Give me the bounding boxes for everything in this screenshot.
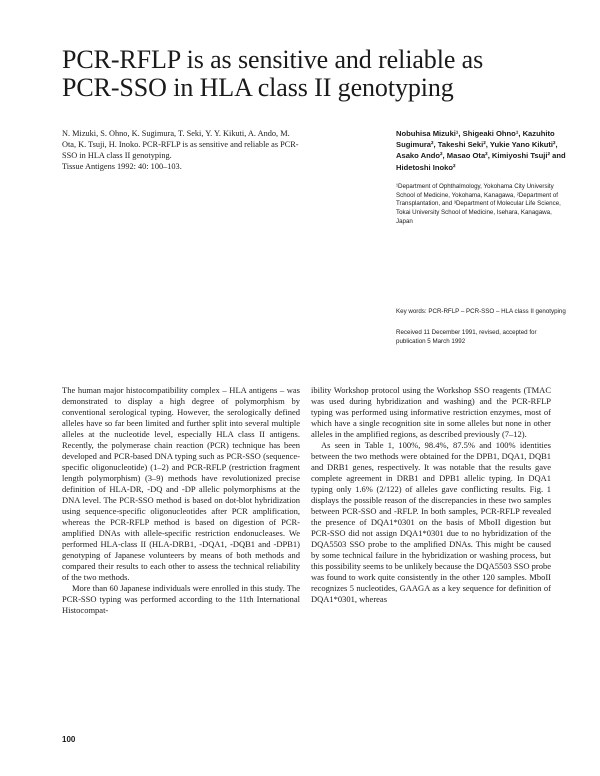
author-list: Nobuhisa Mizuki¹, Shigeaki Ohno¹, Kazuhito Sugimura², Takeshi Seki², Yukie Yano Kikuti², Asako Ando², Masao Ota², Kimiyoshi Tsuji² and Hidetoshi Inoko² [396, 129, 566, 172]
citation-line-3: SSO in HLA class II genotyping. [62, 151, 172, 160]
body-column-right [311, 385, 551, 605]
citation-line-2: Ota, K. Tsuji, H. Inoko. PCR-RFLP is as sensitive and reliable as PCR- [62, 140, 299, 149]
keywords-label: Key words: [396, 308, 427, 315]
body-paragraph: As seen in Table 1, 100%, 98.4%, 87.5% and 100% identities between the two methods were obtained for the DPB1, DQA1, DQB1 and DRB1 genes, respectively. It was notable that the results gave complete agreement in DRB1 and DPB1 allelic typing. In DQA1 typing only 1.6% (2/122) of alleles gave conflicting results. Fig. 1 displays the possible reason of the discrepancies in these two samples between PCR-SSO and -RFLP. In both samples, PCR-RFLP revealed the presence of DQA1*0301 on the basis of MboII digestion but PCR-SSO did not assign DQA1*0301 due to no hybridization of the DQA5503 SSO probe to the amplified DNAs. This might be caused by some technical failure in the hybridization or washing process, but this possibility seems to be unlikely because the DQA5503 SSO probe was found to work quite consistently in the other 120 samples. MboII recognizes 5 nucleotides, GAAGA as a key sequence for definition of DQA1*0301, whereas [311, 440, 551, 604]
title-line-1: PCR-RFLP is as sensitive and reliable as [62, 45, 484, 74]
body-column-left [62, 385, 300, 616]
keywords-text: PCR-RFLP – PCR-SSO – HLA class II genotyping [428, 308, 566, 315]
citation-line-1: N. Mizuki, S. Ohno, K. Sugimura, T. Seki, Y. Y. Kikuti, A. Ando, M. [62, 129, 290, 138]
affiliations: ¹Department of Ophthalmology, Yokohama City University School of Medicine, Yokohama, Kanagawa, ²Department of Transplantation, and ³Department of Molecular Life Science, Tokai University School of Medicine, Isehara, Kanagawa, Japan [396, 183, 561, 225]
body-paragraph: ibility Workshop protocol using the Workshop SSO reagents (TMAC was used during hybridization and washing) and the PCR-RFLP typing was performed using informative restriction enzymes, most of which have a single recognition site in some alleles but none in other alleles in the amplified regions, as described previously (7–12). [311, 385, 551, 439]
title-line-2: PCR-SSO in HLA class II genotyping [62, 73, 454, 102]
body-paragraph: More than 60 Japanese individuals were enrolled in this study. The PCR-SSO typing was performed according to the 11th International Histocompat- [62, 583, 300, 615]
keywords [396, 308, 566, 317]
body-paragraph: The human major histocompatibility complex – HLA antigens – was demonstrated to display a high degree of polymorphism by conventional serological typing. However, the serologically defined alleles have so far been limited and further split into several multiple alleles at the nucleotide level, especially HLA class II antigens. Recently, the polymerase chain reaction (PCR) technique has been developed and PCR-based DNA typing such as PCR-SSO (sequence-specific oligonucleotide) (1–2) and PCR-RFLP (restriction fragment length polymorphism) (3–9) methods have revolutionized precise definition of HLA-DR, -DQ and -DP allelic polymorphisms at the DNA level. The PCR-SSO method is based on dot-blot hybridization using sequence-specific oligonucleotides after PCR amplification, whereas the PCR-RFLP method is based on digestion of PCR-amplified DNAs with allele-specific restriction endonucleases. We performed HLA-class II (HLA-DRB1, -DQA1, -DQB1 and -DPB1) genotyping of Japanese volunteers by means of both methods and compared their results to each other to assess the technical reliability of the two methods. [62, 385, 300, 582]
page-number: 100 [62, 735, 76, 744]
citation-line-4: Tissue Antigens 1992: 40: 100–103. [62, 162, 182, 171]
received-dates: Received 11 December 1991, revised, accepted for publication 5 March 1992 [396, 329, 537, 345]
citation-block [62, 128, 382, 172]
article-title [62, 46, 562, 102]
